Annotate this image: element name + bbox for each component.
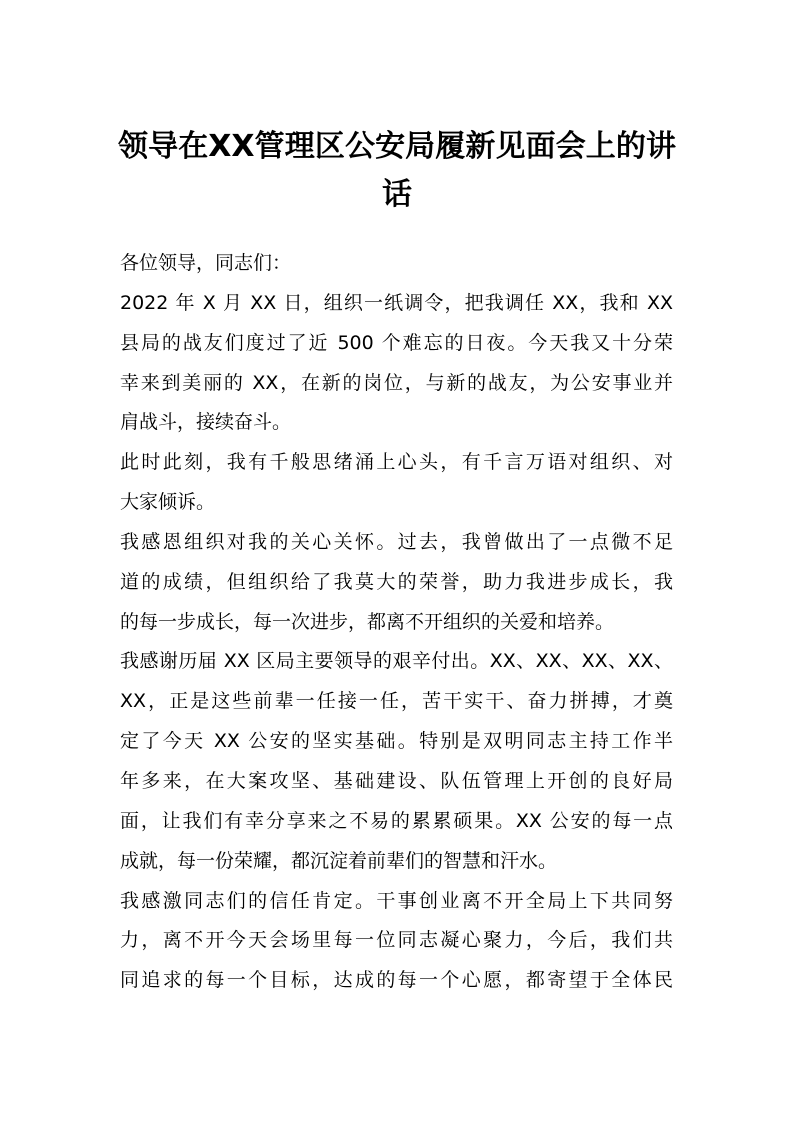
paragraph [120,642,673,881]
paragraph [120,244,673,284]
paragraph [120,443,673,523]
text-line: 面，让我们有幸分享来之不易的累累硕果。XX 公安的每一点 [120,809,673,832]
text-line: 我感激同志们的信任肯定。干事创业离不开全局上下共同努 [120,889,673,912]
text-line: 定了今天 XX 公安的坚实基础。特别是双明同志主持工作半 [120,730,673,753]
text-line: 肩战斗，接续奋斗。 [120,411,292,434]
paragraph [120,882,673,1002]
document-title-line-2: 话 [382,177,412,212]
text-line: 幸来到美丽的 XX，在新的岗位，与新的战友，为公安事业并 [120,371,673,394]
document-title-line-1: 领导在XX管理区公安局履新见面会上的讲 [118,129,676,164]
paragraph [120,523,673,643]
text-line: 我感谢历届 XX 区局主要领导的艰辛付出。XX、XX、XX、XX、 [120,650,673,673]
text-line: XX，正是这些前辈一任接一任，苦干实干、奋力拼搏，才奠 [120,690,673,713]
text-line: 各位领导，同志们： [120,252,292,274]
text-line: 我感恩组织对我的关心关怀。过去，我曾做出了一点微不足 [120,530,673,553]
text-line: 大家倾诉。 [120,491,216,514]
text-line: 此时此刻，我有千般思绪涌上心头，有千言万语对组织、对 [120,451,673,474]
text-line: 县局的战友们度过了近 500 个难忘的日夜。今天我又十分荣 [120,331,673,354]
paragraph [120,284,673,443]
text-line: 同追求的每一个目标，达成的每一个心愿，都寄望于全体民 [120,969,673,992]
text-line: 力，离不开今天会场里每一位同志凝心聚力，今后，我们共 [120,929,673,952]
text-line: 成就，每一份荣耀，都沉淀着前辈们的智慧和汗水。 [120,849,558,872]
text-line: 年多来，在大案攻坚、基础建设、队伍管理上开创的良好局 [120,769,673,792]
text-line: 道的成绩，但组织给了我莫大的荣誉，助力我进步成长，我 [120,570,673,593]
document-body [120,244,673,1001]
text-line: 的每一步成长，每一次进步，都离不开组织的关爱和培养。 [120,610,615,633]
text-line: 2022 年 X 月 XX 日，组织一纸调令，把我调任 XX，我和 XX [120,291,673,314]
